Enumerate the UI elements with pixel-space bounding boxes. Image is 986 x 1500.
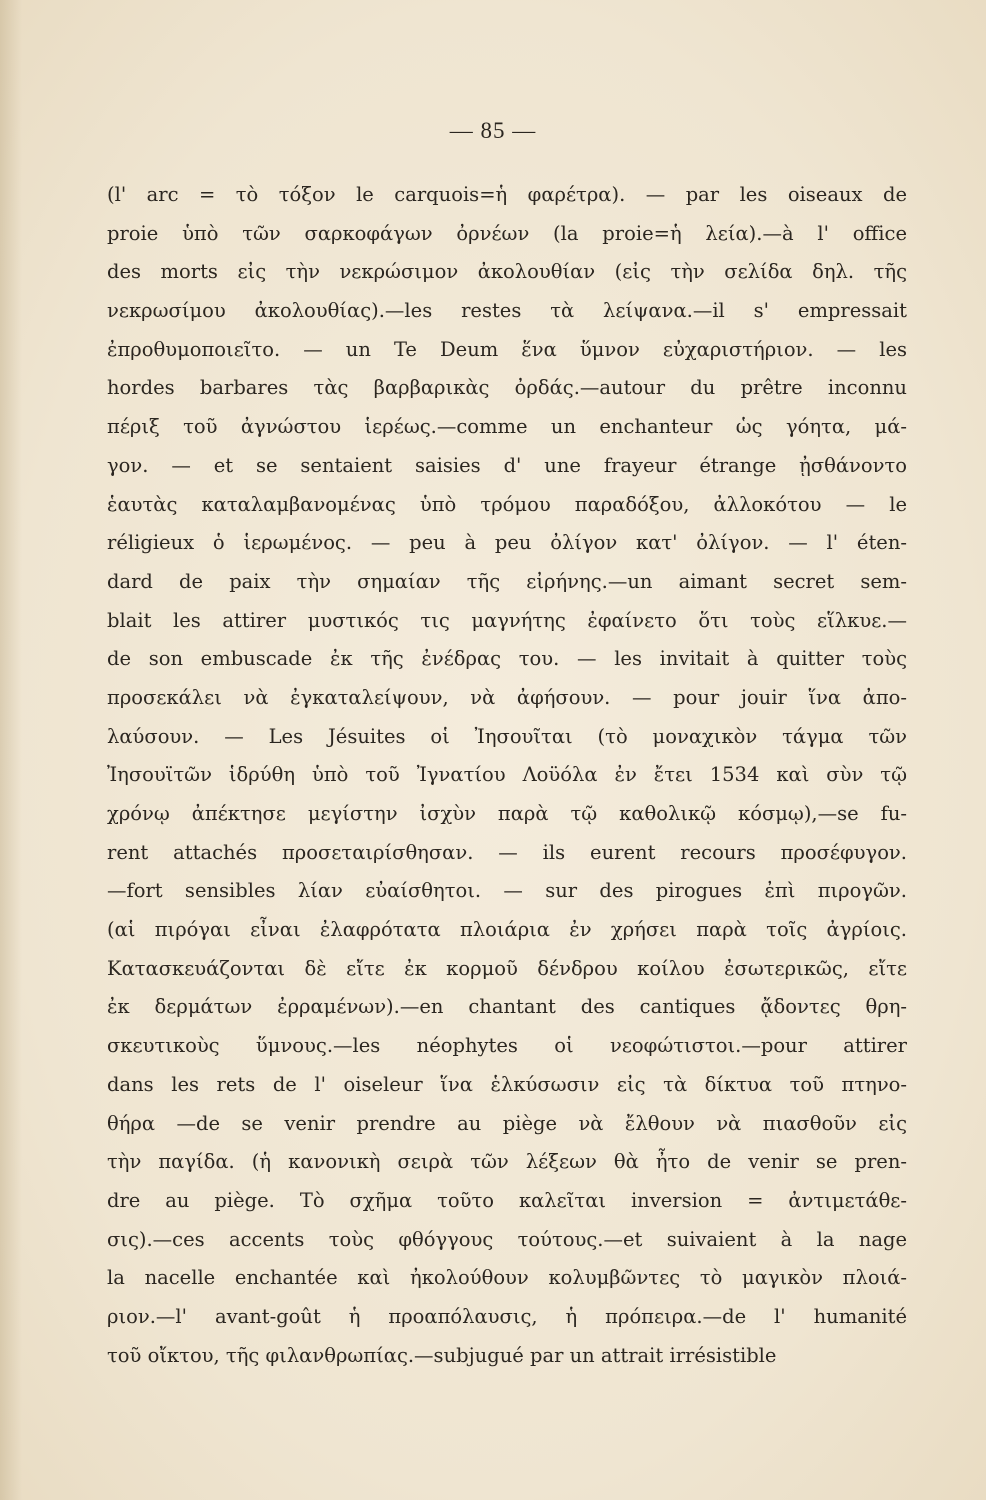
- text-line: τὴν παγίδα. (ἡ κανονικὴ σειρὰ τῶν λέξεων θὰ ἦτο de venir se pren-: [107, 1150, 907, 1174]
- text-line: θήρα —de se venir prendre au piège νὰ ἔλθουν νὰ πιασθοῦν εἰς: [107, 1111, 907, 1135]
- text-line: νεκρωσίμου ἀκολουθίας).—les restes τὰ λείψανα.—il s' empressait: [107, 299, 907, 323]
- text-line: dard de paix τὴν σημαίαν τῆς εἰρήνης.—un aimant secret sem-: [107, 569, 907, 593]
- text-line: Κατασκευάζονται δὲ εἴτε ἐκ κορμοῦ δένδρου κοίλου ἐσωτερικῶς, εἴτε: [107, 956, 907, 980]
- text-line: réligieux ὁ ἱερωμένος. — peu à peu ὀλίγον κατ' ὀλίγον. — l' éten-: [107, 531, 907, 555]
- text-line: blait les attirer μυστικός τις μαγνήτης ἐφαίνετο ὅτι τοὺς εἵλκυε.—: [107, 608, 907, 632]
- text-line: de son embuscade ἐκ τῆς ἐνέδρας του. — les invitait à quitter τοὺς: [107, 647, 907, 671]
- text-line: ριον.—l' avant-goût ἡ προαπόλαυσις, ἡ πρόπειρα.—de l' humanité: [107, 1304, 907, 1328]
- text-line: πέριξ τοῦ ἀγνώστου ἱερέως.—comme un enchanteur ὡς γόητα, μά-: [107, 415, 907, 439]
- text-line: χρόνῳ ἀπέκτησε μεγίστην ἰσχὺν παρὰ τῷ καθολικῷ κόσμῳ),—se fu-: [107, 802, 907, 825]
- page-number: — 85 —: [449, 118, 537, 143]
- text-line: dans les rets de l' oiseleur ἵνα ἑλκύσωσιν εἰς τὰ δίκτυα τοῦ πτηνο-: [107, 1072, 907, 1096]
- text-line: proie ὑπὸ τῶν σαρκοφάγων ὀρνέων (la proie=ἡ λεία).—à l' office: [107, 221, 907, 245]
- text-line: τοῦ οἴκτου, τῆς φιλανθρωπίας.—subjugué par un attrait irrésistible: [107, 1343, 777, 1367]
- text-line: dre au piège. Τὸ σχῆμα τοῦτο καλεῖται inversion = ἀντιμετάθε-: [107, 1188, 907, 1212]
- text-line: Ἰησουϊτῶν ἱδρύθη ὑπὸ τοῦ Ἰγνατίου Λοϋόλα ἐν ἔτει 1534 καὶ σὺν τῷ: [107, 763, 907, 787]
- text-line: —fort sensibles λίαν εὐαίσθητοι. — sur des pirogues ἐπὶ πιρογῶν.: [107, 879, 907, 903]
- text-line: ἑαυτὰς καταλαμβανομένας ὑπὸ τρόμου παραδόξου, ἀλλοκότου — le: [107, 492, 907, 516]
- text-line: la nacelle enchantée καὶ ἠκολούθουν κολυμβῶντες τὸ μαγικὸν πλοιά-: [107, 1266, 907, 1290]
- text-line: προσεκάλει νὰ ἐγκαταλείψουν, νὰ ἀφήσουν. — pour jouir ἵνα ἀπο-: [107, 685, 907, 709]
- text-line: ἐπροθυμοποιεῖτο. — un Te Deum ἕνα ὕμνον εὐχαριστήριον. — les: [107, 337, 907, 361]
- text-line: γον. — et se sentaient saisies d' une frayeur étrange ᾐσθάνοντο: [107, 453, 907, 477]
- text-line: (l' arc = τὸ τόξον le carquois=ἡ φαρέτρα). — par les oiseaux de: [107, 183, 907, 206]
- text-line: rent attachés προσεταιρίσθησαν. — ils eurent recours προσέφυγον.: [107, 840, 907, 864]
- text-line: λαύσουν. — Les Jésuites οἱ Ἰησουῖται (τὸ μοναχικὸν τάγμα τῶν: [107, 724, 907, 748]
- text-line: ἐκ δερμάτων ἐρραμένων).—en chantant des cantiques ᾄδοντες θρη-: [107, 995, 907, 1019]
- text-line: hordes barbares τὰς βαρβαρικὰς ὀρδάς.—autour du prêtre inconnu: [107, 376, 907, 400]
- body-text: [107, 176, 907, 1375]
- text-line: des morts εἰς τὴν νεκρώσιμον ἀκολουθίαν (εἰς τὴν σελίδα δηλ. τῆς: [107, 260, 907, 284]
- text-line: σις).—ces accents τοὺς φθόγγους τούτους.—et suivaient à la nage: [107, 1227, 907, 1251]
- text-line: σκευτικοὺς ὕμνους.—les néophytes οἱ νεοφώτιστοι.—pour attirer: [107, 1034, 907, 1058]
- text-line: (αἱ πιρόγαι εἶναι ἐλαφρότατα πλοιάρια ἐν χρήσει παρὰ τοῖς ἀγρίοις.: [107, 918, 907, 942]
